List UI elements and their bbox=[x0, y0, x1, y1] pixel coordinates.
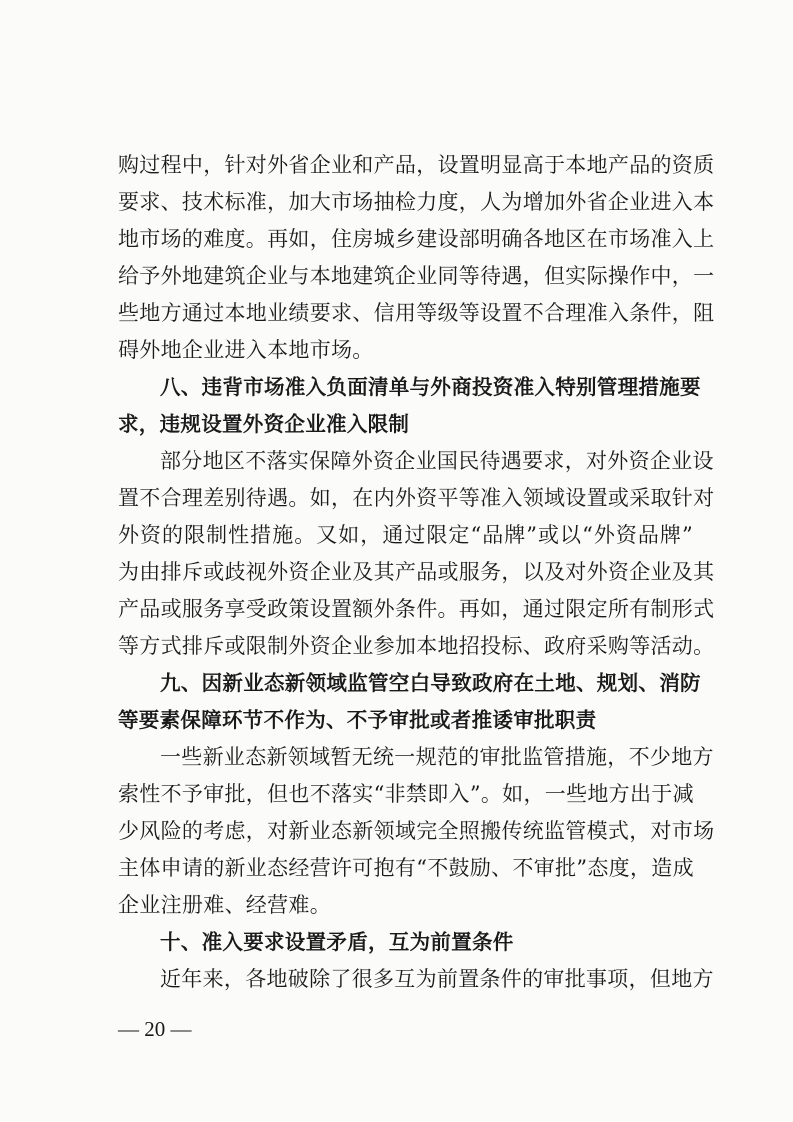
text-line: 要求、技术标准，加大市场抽检力度，人为增加外省企业进入本 bbox=[118, 190, 715, 214]
text-line: 为由排斥或歧视外资企业及其产品或服务，以及对外资企业及其 bbox=[118, 560, 715, 584]
paragraph-continuation bbox=[118, 147, 715, 369]
section-heading-9 bbox=[118, 665, 701, 739]
text-line: 主体申请的新业态经营许可抱有“不鼓励、不审批”态度，造成 bbox=[118, 856, 694, 880]
heading-line: 等要素保障环节不作为、不予审批或者推诿审批职责 bbox=[118, 708, 597, 732]
text-line: 产品或服务享受政策设置额外条件。再如，通过限定所有制形式 bbox=[118, 597, 715, 621]
paragraph-section-8 bbox=[118, 443, 715, 665]
text-line: 给予外地建筑企业与本地建筑企业同等待遇，但实际操作中，一 bbox=[118, 264, 715, 288]
text-line: 置不合理差别待遇。如，在内外资平等准入领域设置或采取针对 bbox=[118, 486, 715, 510]
text-line: 索性不予审批，但也不落实“非禁即入”。如，一些地方出于减 bbox=[118, 782, 694, 806]
heading-line: 八、违背市场准入负面清单与外商投资准入特别管理措施要 bbox=[160, 375, 701, 399]
section-heading-10 bbox=[118, 924, 693, 961]
heading-line: 求，违规设置外资企业准入限制 bbox=[118, 412, 410, 436]
text-line: 少风险的考虑，对新业态新领域完全照搬传统监管模式，对市场 bbox=[118, 819, 715, 843]
page-number: — 20 — bbox=[118, 1017, 192, 1041]
text-line: 一些新业态新领域暂无统一规范的审批监管措施，不少地方 bbox=[160, 745, 714, 769]
text-line: 碍外地企业进入本地市场。 bbox=[118, 338, 374, 362]
text-line: 外资的限制性措施。又如，通过限定“品牌”或以“外资品牌” bbox=[118, 523, 693, 547]
text-line: 企业注册难、经营难。 bbox=[118, 893, 331, 917]
paragraph-section-10 bbox=[118, 961, 714, 998]
document-body bbox=[118, 147, 715, 998]
text-line: 购过程中，针对外省企业和产品，设置明显高于本地产品的资质 bbox=[118, 153, 715, 177]
heading-line: 十、准入要求设置矛盾，互为前置条件 bbox=[160, 930, 514, 954]
text-line: 部分地区不落实保障外资企业国民待遇要求，对外资企业设 bbox=[160, 449, 714, 473]
text-line: 地市场的难度。再如，住房城乡建设部明确各地区在市场准入上 bbox=[118, 227, 715, 251]
heading-line: 九、因新业态新领域监管空白导致政府在土地、规划、消防 bbox=[160, 671, 701, 695]
paragraph-section-9 bbox=[118, 739, 715, 924]
text-line: 近年来，各地破除了很多互为前置条件的审批事项，但地方 bbox=[160, 967, 714, 991]
section-heading-8 bbox=[118, 369, 701, 443]
text-line: 些地方通过本地业绩要求、信用等级等设置不合理准入条件，阻 bbox=[118, 301, 715, 325]
text-line: 等方式排斥或限制外资企业参加本地招投标、政府采购等活动。 bbox=[118, 634, 715, 658]
